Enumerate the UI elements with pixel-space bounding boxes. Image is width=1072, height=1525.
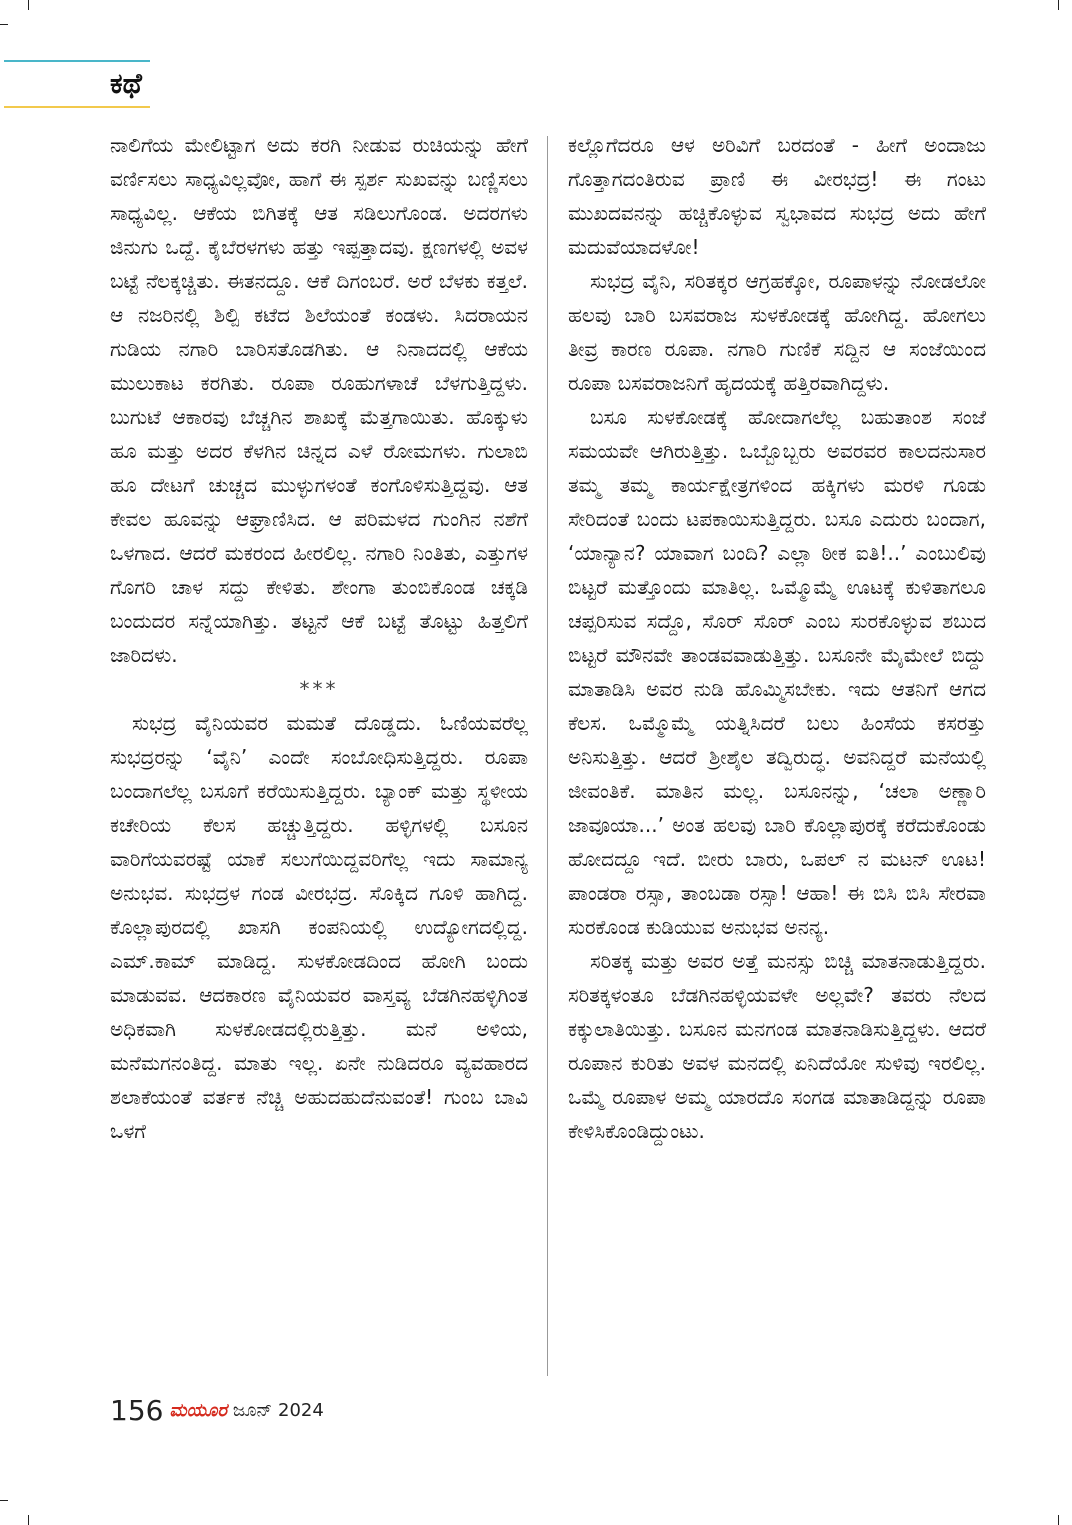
page-footer <box>110 1392 324 1428</box>
section-title: ಕಥೆ <box>110 67 142 100</box>
section-rule-bottom <box>4 106 150 108</box>
crop-mark-left-top <box>0 24 8 25</box>
right-paragraph-1: ಕಲ್ಲೊಗೆದರೂ ಆಳ ಅರಿವಿಗೆ ಬರದಂತೆ - ಹೀಗೆ ಅಂದಾಜು ಗೊತ್ತಾಗದಂತಿರುವ ಪ್ರಾಣಿ ಈ ವೀರಭದ್ರ! ಈ ಗಂಟು ಮುಖದವನನ್ನು ಹಚ್ಚಿಕೊಳ್ಳುವ ಸ್ವಭಾವದ ಸುಭದ್ರ ಅದು ಹೇಗೆ ಮದುವೆಯಾದಳೋ! <box>568 133 986 259</box>
left-column <box>110 128 528 1148</box>
right-paragraph-4: ಸರಿತಕ್ಕ ಮತ್ತು ಅವರ ಅತ್ತೆ ಮನಸ್ಸು ಬಿಚ್ಚಿ ಮಾತನಾಡುತ್ತಿದ್ದರು. ಸರಿತಕ್ಕಳಂತೂ ಬೆಡಗಿನಹಳ್ಳಿಯವಳೇ ಅಲ್ಲವೇ? ತವರು ನೆಲದ ಕಕ್ಕುಲಾತಿಯಿತ್ತು. ಬಸೂನ ಮನಗಂಡ ಮಾತನಾಡಿಸುತ್ತಿದ್ದಳು. ಆದರೆ ರೂಪಾನ ಕುರಿತು ಅವಳ ಮನದಲ್ಲಿ ಏನಿದೆಯೋ ಸುಳಿವು ಇರಲಿಲ್ಲ. ಒಮ್ಮೆ ರೂಪಾಳ ಅಮ್ಮ ಯಾರದೊ ಸಂಗಡ ಮಾತಾಡಿದ್ದನ್ನು ರೂಪಾ ಕೇಳಿಸಿಕೊಂಡಿದ್ದುಂಟು. <box>568 949 986 1143</box>
issue-date: ಜೂನ್ 2024 <box>232 1399 324 1421</box>
crop-mark-left-bottom <box>0 1500 8 1501</box>
column-divider <box>547 136 548 1376</box>
page-number: 156 <box>110 1393 164 1427</box>
left-paragraph-2: ಸುಭದ್ರ ವೈನಿಯವರ ಮಮತೆ ದೊಡ್ಡದು. ಓಣಿಯವರೆಲ್ಲ ಸುಭದ್ರರನ್ನು ‘ವೈನಿ’ ಎಂದೇ ಸಂಬೋಧಿಸುತ್ತಿದ್ದರು. ರೂಪಾ ಬಂದಾಗಲೆಲ್ಲ ಬಸೂಗೆ ಕರೆಯಿಸುತ್ತಿದ್ದರು. ಬ್ಯಾಂಕ್ ಮತ್ತು ಸ್ಥಳೀಯ ಕಚೇರಿಯ ಕೆಲಸ ಹಚ್ಚುತ್ತಿದ್ದರು. ಹಳ್ಳಿಗಳಲ್ಲಿ ಬಸೂನ ವಾರಿಗೆಯವರಷ್ಟೆ ಯಾಕೆ ಸಲುಗೆಯಿದ್ದವರಿಗೆಲ್ಲ ಇದು ಸಾಮಾನ್ಯ ಅನುಭವ. ಸುಭದ್ರಳ ಗಂಡ ವೀರಭದ್ರ. ಸೊಕ್ಕಿದ ಗೂಳಿ ಹಾಗಿದ್ದ. ಕೊಲ್ಲಾಪುರದಲ್ಲಿ ಖಾಸಗಿ ಕಂಪನಿಯಲ್ಲಿ ಉದ್ಯೋಗದಲ್ಲಿದ್ದ. ಎಮ್.ಕಾಮ್ ಮಾಡಿದ್ದ. ಸುಳಕೋಡದಿಂದ ಹೋಗಿ ಬಂದು ಮಾಡುವವ. ಆದಕಾರಣ ವೈನಿಯವರ ವಾಸ್ತವ್ಯ ಬೆಡಗಿನಹಳ್ಳಿಗಿಂತ ಅಧಿಕವಾಗಿ ಸುಳಕೋಡದಲ್ಲಿರುತ್ತಿತ್ತು. ಮನೆ ಅಳಿಯ, ಮನೆಮಗನಂತಿದ್ದ. ಮಾತು ಇಲ್ಲ. ಏನೇ ನುಡಿದರೂ ವ್ಯವಹಾರದ ಶಲಾಕೆಯಂತೆ ವರ್ತಕ ನೆಚ್ಚಿ ಅಹುದಹುದೆನುವಂತೆ! ಗುಂಬ ಬಾವಿ ಒಳಗೆ <box>110 711 528 1143</box>
section-separator: *** <box>299 677 339 701</box>
right-paragraph-3: ಬಸೂ ಸುಳಕೋಡಕ್ಕೆ ಹೋದಾಗಲೆಲ್ಲ ಬಹುತಾಂಶ ಸಂಜೆ ಸಮಯವೇ ಆಗಿರುತ್ತಿತ್ತು. ಒಬ್ಬೊಬ್ಬರು ಅವರವರ ಕಾಲದನುಸಾರ ತಮ್ಮ ತಮ್ಮ ಕಾರ್ಯಕ್ಷೇತ್ರಗಳಿಂದ ಹಕ್ಕಿಗಳು ಮರಳಿ ಗೂಡು ಸೇರಿದಂತೆ ಬಂದು ಟಪಕಾಯಿಸುತ್ತಿದ್ದರು. ಬಸೂ ಎದುರು ಬಂದಾಗ, ‘ಯಾನ್ಯಾನ? ಯಾವಾಗ ಬಂದಿ? ಎಲ್ಲಾ ಠೀಕ ಐತಿ!..’ ಎಂಬುಲಿವು ಬಿಟ್ಟರೆ ಮತ್ತೊಂದು ಮಾತಿಲ್ಲ. ಒಮ್ಮೊಮ್ಮೆ ಊಟಕ್ಕೆ ಕುಳಿತಾಗಲೂ ಚಪ್ಪರಿಸುವ ಸದ್ದೊ, ಸೊರ್ ಸೊರ್ ಎಂಬ ಸುರಕೊಳ್ಳುವ ಶಬುದ ಬಿಟ್ಟರೆ ಮೌನವೇ ತಾಂಡವವಾಡುತ್ತಿತ್ತು. ಬಸೂನೇ ಮೈಮೇಲೆ ಬಿದ್ದು ಮಾತಾಡಿಸಿ ಅವರ ನುಡಿ ಹೊಮ್ಮಿಸಬೇಕು. ಇದು ಆತನಿಗೆ ಆಗದ ಕೆಲಸ. ಒಮ್ಮೊಮ್ಮೆ ಯತ್ನಿಸಿದರೆ ಬಲು ಹಿಂಸೆಯ ಕಸರತ್ತು ಅನಿಸುತ್ತಿತ್ತು. ಆದರೆ ಶ್ರೀಶೈಲ ತದ್ವಿರುದ್ಧ. ಅವನಿದ್ದರೆ ಮನೆಯಲ್ಲಿ ಜೀವಂತಿಕೆ. ಮಾತಿನ ಮಲ್ಲ. ಬಸೂನನ್ನು, ‘ಚಲಾ ಅಣ್ಣಾರಿ ಜಾವೂಯಾ...’ ಅಂತ ಹಲವು ಬಾರಿ ಕೊಲ್ಲಾಪುರಕ್ಕೆ ಕರೆದುಕೊಂಡು ಹೋದದ್ದೂ ಇದೆ. ಬೀರು ಬಾರು, ಒಪಲ್ ನ ಮಟನ್ ಊಟ! ಪಾಂಡರಾ ರಸ್ಸಾ, ತಾಂಬಡಾ ರಸ್ಸಾ! ಆಹಾ! ಈ ಬಿಸಿ ಬಿಸಿ ಸೇರವಾ ಸುರಕೊಂಡ ಕುಡಿಯುವ ಅನುಭವ ಅನನ್ಯ. <box>568 405 986 939</box>
left-paragraph-1: ನಾಲಿಗೆಯ ಮೇಲಿಟ್ಟಾಗ ಅದು ಕರಗಿ ನೀಡುವ ರುಚಿಯನ್ನು ಹೇಗೆ ವರ್ಣಿಸಲು ಸಾಧ್ಯವಿಲ್ಲವೋ, ಹಾಗೆ ಈ ಸ್ಪರ್ಶ ಸುಖವನ್ನು ಬಣ್ಣಿಸಲು ಸಾಧ್ಯವಿಲ್ಲ. ಆಕೆಯ ಬಿಗಿತಕ್ಕೆ ಆತ ಸಡಿಲುಗೊಂಡ. ಅದರಗಳು ಜಿನುಗು ಒದ್ದೆ. ಕೈಬೆರಳಗಳು ಹತ್ತು ಇಪ್ಪತ್ತಾದವು. ಕ್ಷಣಗಳಲ್ಲಿ ಅವಳ ಬಟ್ಟೆ ನೆಲಕ್ಕಚ್ಚಿತು. ಈತನದ್ದೂ. ಆಕೆ ದಿಗಂಬರೆ. ಅರೆ ಬೆಳಕು ಕತ್ತಲೆ. ಆ ನಜರಿನಲ್ಲಿ ಶಿಲ್ಪಿ ಕಟೆದ ಶಿಲೆಯಂತೆ ಕಂಡಳು. ಸಿದರಾಯನ ಗುಡಿಯ ನಗಾರಿ ಬಾರಿಸತೊಡಗಿತು. ಆ ನಿನಾದದಲ್ಲಿ ಆಕೆಯ ಮುಲುಕಾಟ ಕರಗಿತು. ರೂಪಾ ರೂಹುಗಳಾಚೆ ಬೆಳಗುತ್ತಿದ್ದಳು. ಬುಗುಟೆ ಆಕಾರವು ಬೆಚ್ಚಗಿನ ಶಾಖಕ್ಕೆ ಮೆತ್ತಗಾಯಿತು. ಹೊಕ್ಕುಳು ಹೂ ಮತ್ತು ಅದರ ಕೆಳಗಿನ ಚಿನ್ನದ ಎಳೆ ರೋಮಗಳು. ಗುಲಾಬಿ ಹೂ ದೇಟಗೆ ಚುಚ್ಚದ ಮುಳ್ಳುಗಳಂತೆ ಕಂಗೊಳಿಸುತ್ತಿದ್ದವು. ಆತ ಕೇವಲ ಹೂವನ್ನು ಆಘ್ರಾಣಿಸಿದ. ಆ ಪರಿಮಳದ ಗುಂಗಿನ ನಶೆಗೆ ಒಳಗಾದ. ಆದರೆ ಮಕರಂದ ಹೀರಲಿಲ್ಲ. ನಗಾರಿ ನಿಂತಿತು, ಎತ್ತುಗಳ ಗೊಗರಿ ಚಾಳ ಸದ್ದು ಕೇಳಿತು. ಶೇಂಗಾ ತುಂಬಿಕೊಂಡ ಚಕ್ಕಡಿ ಬಂದುದರ ಸನ್ನೆಯಾಗಿತ್ತು. ತಟ್ಟನೆ ಆಕೆ ಬಟ್ಟೆ ತೊಟ್ಟು ಹಿತ್ತಲಿಗೆ ಜಾರಿದಳು. <box>110 133 528 667</box>
crop-mark-top-left <box>28 0 29 10</box>
right-paragraph-2: ಸುಭದ್ರ ವೈನಿ, ಸರಿತಕ್ಕರ ಆಗ್ರಹಕ್ಕೋ, ರೂಪಾಳನ್ನು ನೋಡಲೋ ಹಲವು ಬಾರಿ ಬಸವರಾಜ ಸುಳಕೋಡಕ್ಕೆ ಹೋಗಿದ್ದ. ಹೋಗಲು ತೀವ್ರ ಕಾರಣ ರೂಪಾ. ನಗಾರಿ ಗುಣಿಕೆ ಸದ್ದಿನ ಆ ಸಂಜೆಯಿಂದ ರೂಪಾ ಬಸವರಾಜನಿಗೆ ಹೃದಯಕ್ಕೆ ಹತ್ತಿರವಾಗಿದ್ದಳು. <box>568 269 986 395</box>
section-rule-top <box>4 60 150 62</box>
crop-mark-top-right <box>1058 0 1059 10</box>
crop-mark-bottom-left <box>28 1515 29 1525</box>
right-column <box>568 128 986 1148</box>
magazine-logo: ಮಯೂರ <box>169 1399 227 1421</box>
crop-mark-bottom-right <box>1058 1515 1059 1525</box>
